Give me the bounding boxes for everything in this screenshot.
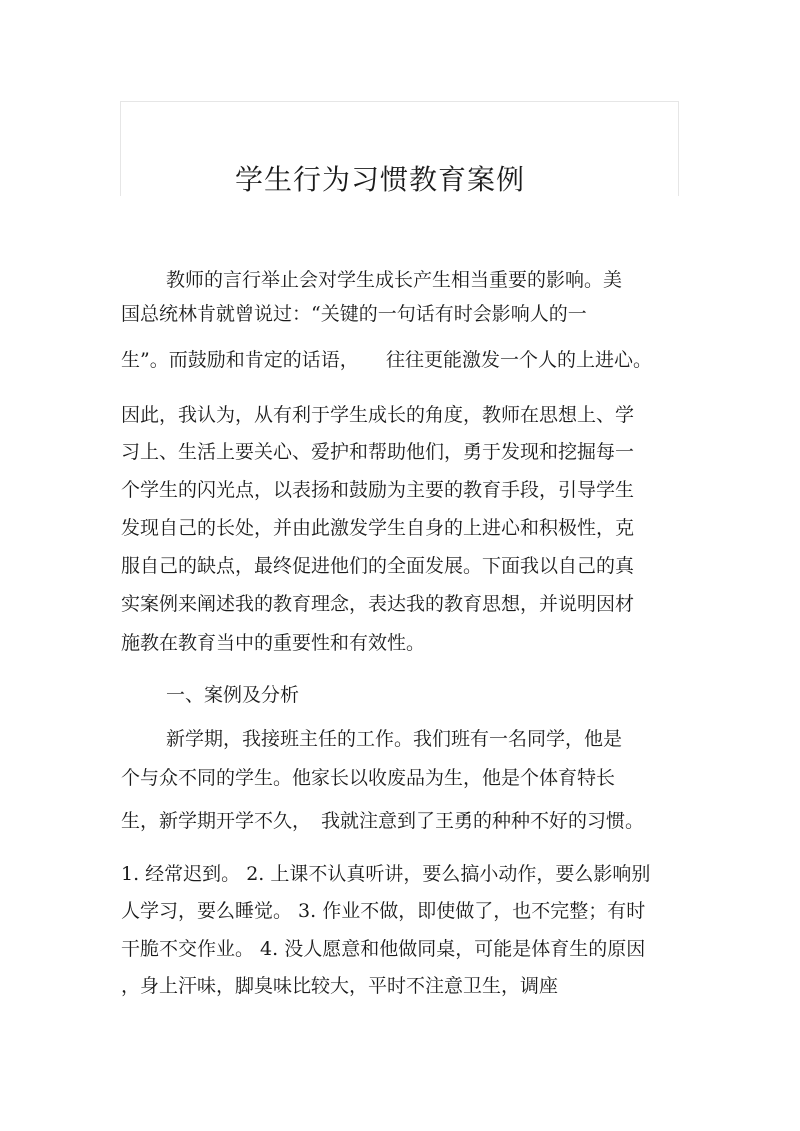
body-line: 实案例来阐述我的教育理念，表达我的教育思想，并说明因材 [121,593,635,615]
body-line: 往往更能激发一个人的上进心。 [386,349,653,371]
body-line: 因此，我认为，从有利于学生成长的角度，教师在思想上、学 [121,404,635,426]
body-line: 生”。而鼓励和肯定的话语， [121,349,359,371]
body-line: 习上、生活上要关心、爱护和帮助他们，勇于发现和挖掘每一 [121,441,635,463]
body-line: 服自己的缺点，最终促进他们的全面发展。下面我以自己的真 [121,555,635,577]
body-line: 发现自己的长处，并由此激发学生自身的上进心和积极性，克 [121,517,635,539]
body-line: 生，新学期开学不久， [121,810,312,832]
body-line: 个与众不同的学生。他家长以收废品为生，他是个体育特长 [121,767,616,789]
body-line: 国总统林肯就曾说过：“关键的一句话有时会影响人的一 [121,303,587,325]
document-title: 学生行为习惯教育案例 [234,163,525,196]
body-line: 我就注意到了王勇的种种不好的习惯。 [321,810,645,832]
body-line: 教师的言行举止会对学生成长产生相当重要的影响。美 [166,269,623,291]
body-line: 个学生的闪光点，以表扬和鼓励为主要的教育手段，引导学生 [121,479,635,501]
body-line: 1. 经常迟到。 2. 上课不认真听讲，要么搞小动作，要么影响别 [121,863,651,885]
body-line: 新学期，我接班主任的工作。我们班有一名同学，他是 [166,728,623,750]
body-line: 人学习，要么睡觉。 3. 作业不做，即使做了，也不完整；有时 [121,900,646,922]
body-line: 干脆不交作业。 4. 没人愿意和他做同桌，可能是体育生的原因 [121,938,646,960]
page-frame-top-border [120,101,678,102]
body-line: 施教在教育当中的重要性和有效性。 [121,632,426,654]
body-line: ，身上汗味，脚臭味比较大，平时不注意卫生，调座 [121,975,559,997]
section-heading: 一、案例及分析 [166,684,300,706]
